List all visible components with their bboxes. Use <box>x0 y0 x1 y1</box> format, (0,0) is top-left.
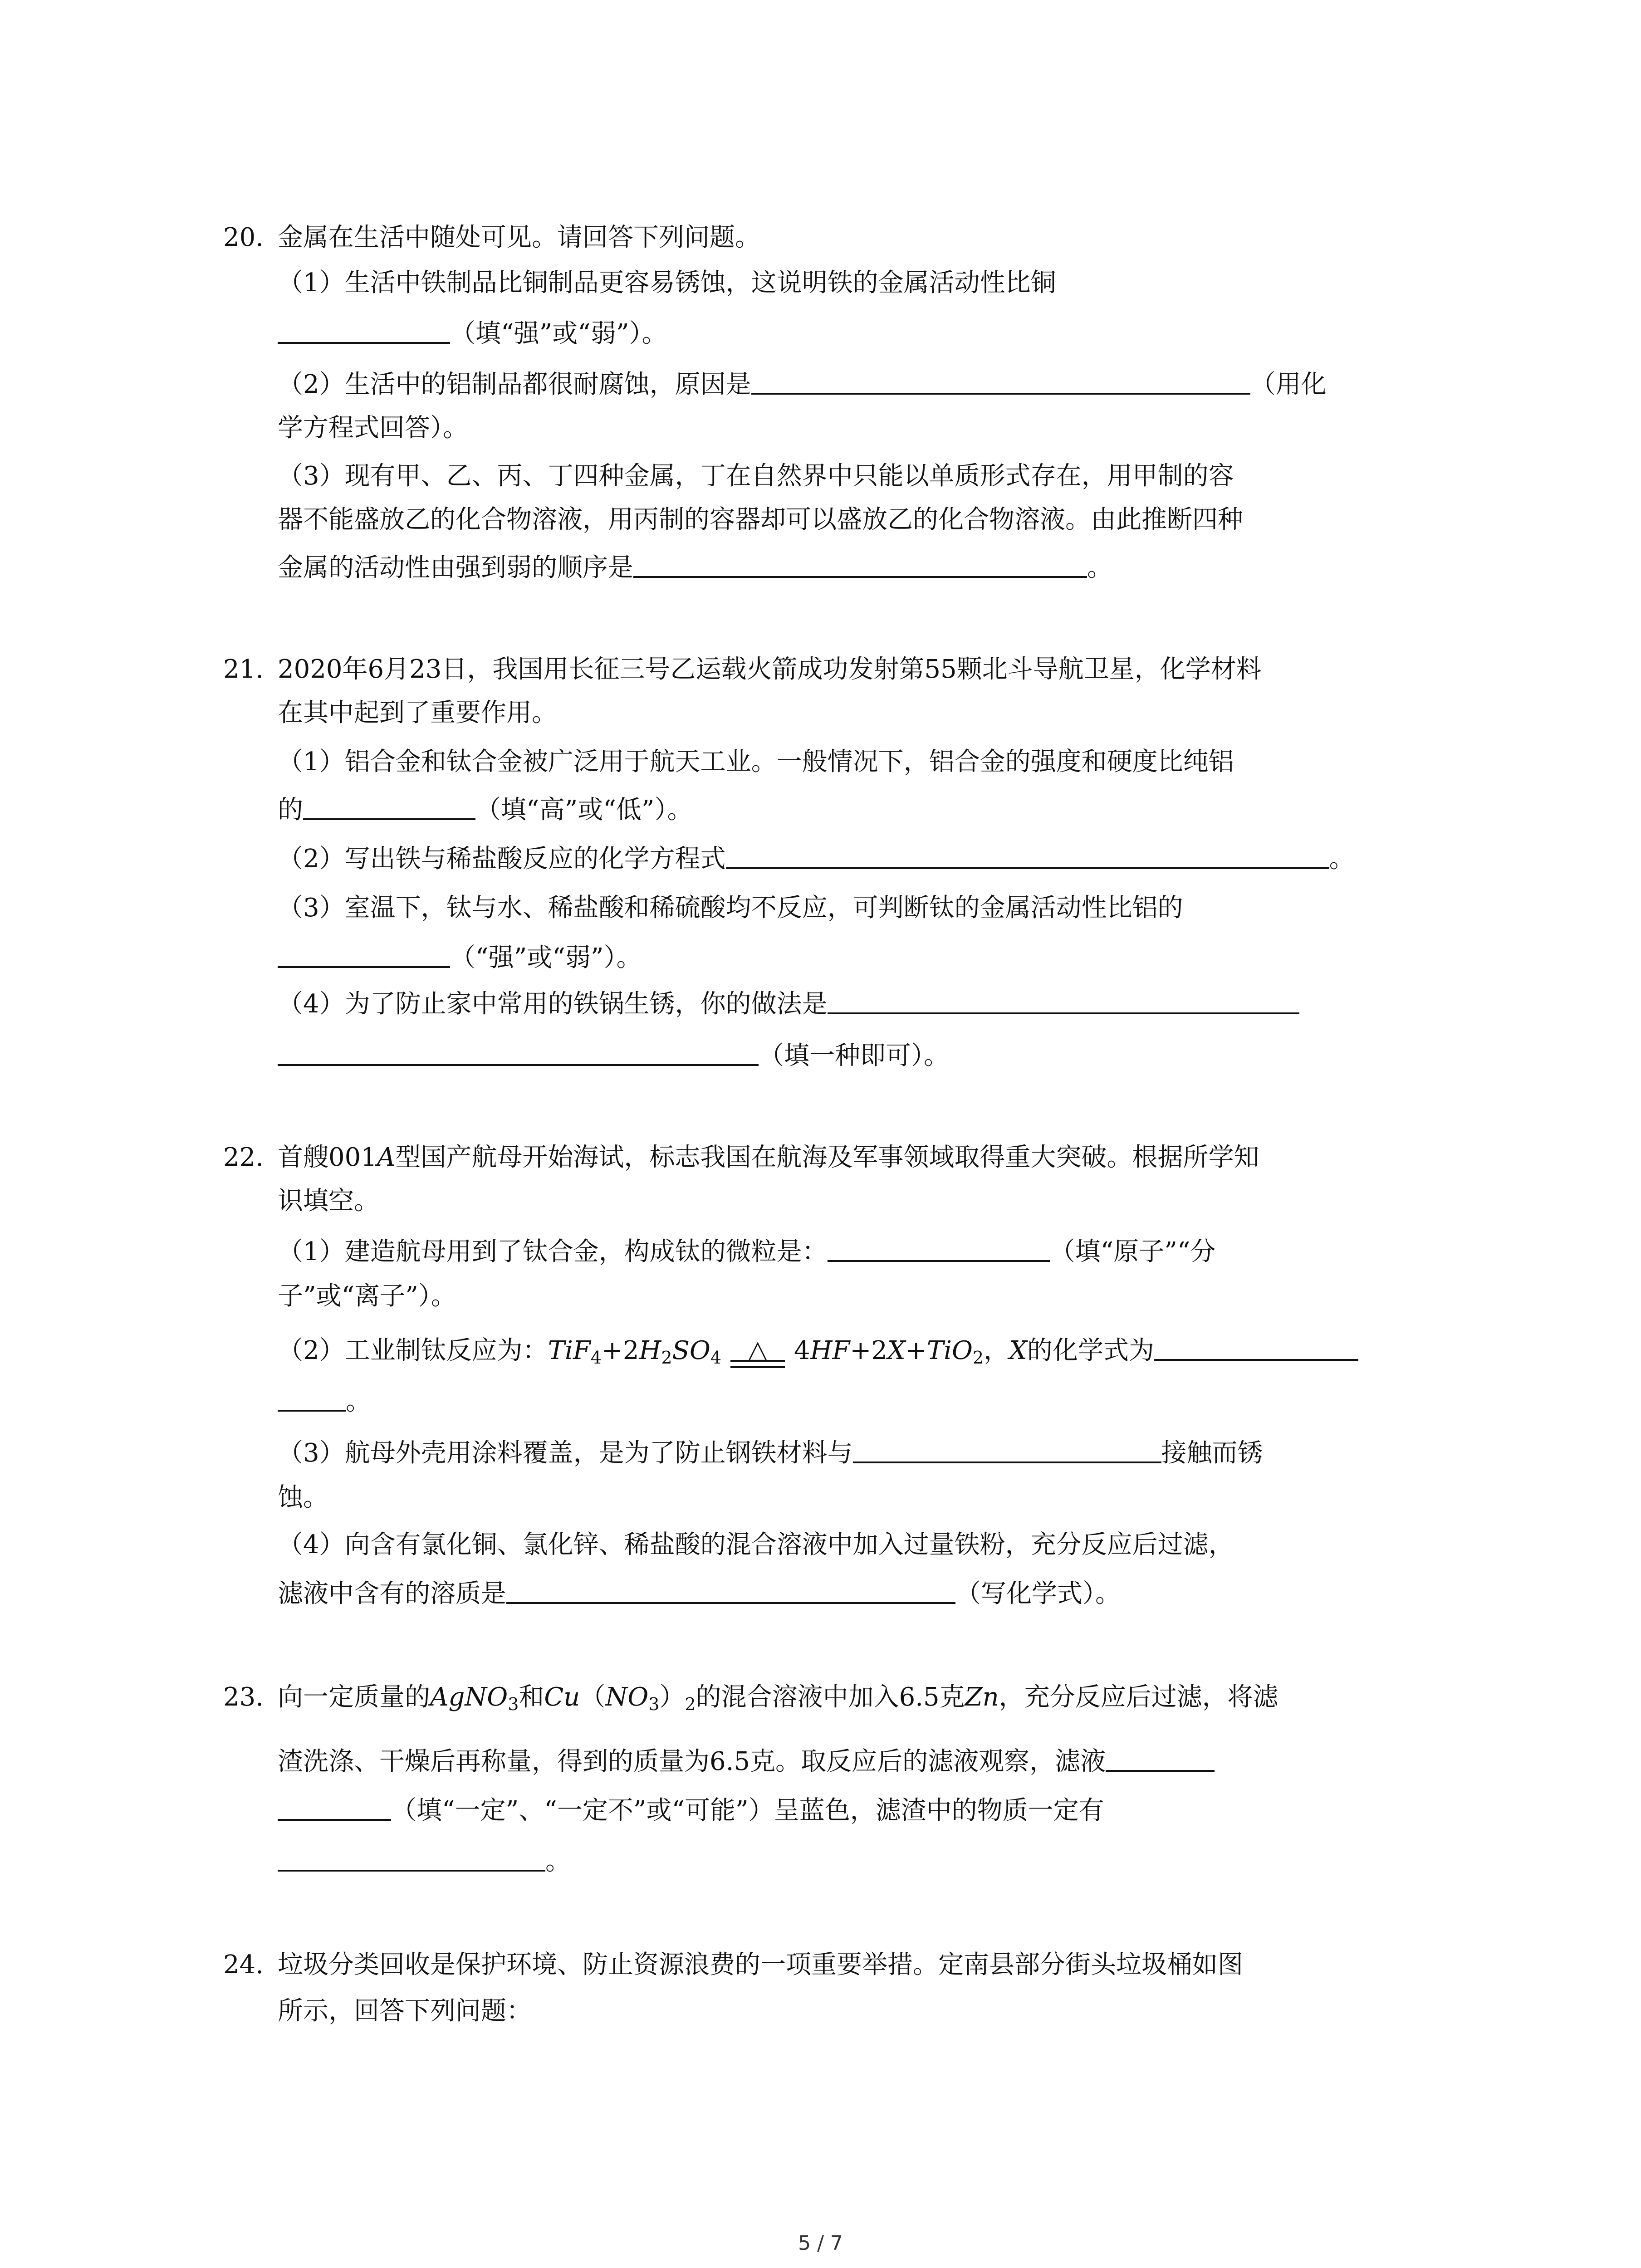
heating-condition-symbol <box>721 1334 794 1367</box>
answer-blank[interactable] <box>853 1436 1161 1463</box>
sub-question-3: （3）室温下，钛与水、稀盐酸和稀硫酸均不反应，可判断钛的金属活动性比铝的 <box>278 893 1183 923</box>
sub-question-3: （3）现有甲、乙、丙、丁四种金属，丁在自然界中只能以单质形式存在，用甲制的容 <box>278 461 1234 491</box>
question-number: 24. <box>223 1950 264 1980</box>
sub-question-3: （3）航母外壳用涂料覆盖，是为了防止钢铁材料与 接触而锈 <box>278 1436 1263 1469</box>
sub-question-2: （2）工业制钛反应为：$TiF_4+2H_2SO_4$ △ 4HF+2X+TiO$_2$，X的化学式为 <box>278 1334 1358 1366</box>
sub-question-2: （2）写出铁与稀盐酸反应的化学方程式 。 <box>278 842 1355 875</box>
chemical-equation: $TiF_4+2H_2SO_4$ △ 4HF+2X+TiO$_2$，X <box>548 1336 1027 1365</box>
sub-question-1-cont: （填“强”或“弱”）。 <box>278 317 667 349</box>
sub-question-2-cont: 。 <box>278 1384 371 1417</box>
question-number: 22. <box>223 1143 264 1172</box>
double-line-icon <box>730 1360 785 1368</box>
answer-blank[interactable] <box>303 793 475 820</box>
answer-blank[interactable] <box>506 1577 955 1604</box>
question-stem-cont: （填“一定”、“一定不”或“可能”）呈蓝色，滤渣中的物质一定有 <box>278 1794 1104 1826</box>
sub-question-1-cont: 子”或“离子”）。 <box>278 1281 456 1311</box>
question-stem: 垃圾分类回收是保护环境、防止资源浪费的一项重要举措。定南县部分街头垃圾桶如图 <box>278 1950 1243 1980</box>
answer-blank[interactable] <box>278 1844 545 1872</box>
sub-question-3-cont: （“强”或“弱”）。 <box>278 941 642 973</box>
answer-blank[interactable] <box>633 551 1087 578</box>
answer-blank[interactable] <box>828 987 1299 1014</box>
answer-blank[interactable] <box>726 842 1329 869</box>
sub-question-3-cont: 蚀。 <box>278 1483 328 1512</box>
sub-question-4: （4）向含有氯化铜、氯化锌、稀盐酸的混合溶液中加入过量铁粉，充分反应后过滤， <box>278 1530 1234 1559</box>
question-stem-cont: 。 <box>278 1844 571 1877</box>
answer-blank[interactable] <box>278 1384 346 1412</box>
page-number: 5 / 7 <box>798 2232 843 2255</box>
answer-blank[interactable] <box>278 1039 759 1066</box>
answer-blank[interactable] <box>751 367 1250 395</box>
triangle-icon: △ <box>748 1335 768 1364</box>
question-stem: 向一定质量的AgNO$_3$和$Cu(NO_3)_2$的混合溶液中加入6.5克Zn，充分反应后过滤，将滤 <box>278 1682 1279 1714</box>
answer-blank[interactable] <box>1106 1745 1215 1772</box>
sub-question-3-cont: 金属的活动性由强到弱的顺序是 。 <box>278 551 1112 583</box>
sub-question-4-cont: （填一种即可）。 <box>278 1039 949 1071</box>
question-stem: 金属在生活中随处可见。请回答下列问题。 <box>278 223 760 252</box>
question-number: 20. <box>223 223 264 252</box>
question-stem-cont: 识填空。 <box>278 1186 379 1216</box>
sub-question-1: （1）建造航母用到了钛合金，构成钛的微粒是： （填“原子”“分 <box>278 1235 1216 1267</box>
question-number: 23. <box>223 1682 264 1712</box>
question-stem: 首艘001A型国产航母开始海试，标志我国在航海及军事领域取得重大突破。根据所学知 <box>278 1143 1259 1172</box>
sub-question-3-cont: 器不能盛放乙的化合物溶液，用丙制的容器却可以盛放乙的化合物溶液。由此推断四种 <box>278 505 1243 534</box>
question-number: 21. <box>223 655 264 684</box>
sub-question-4: （4）为了防止家中常用的铁锅生锈，你的做法是 <box>278 987 1299 1020</box>
sub-question-1: （1）铝合金和钛合金被广泛用于航天工业。一般情况下，铝合金的强度和硬度比纯铝 <box>278 747 1234 777</box>
answer-blank[interactable] <box>1154 1334 1358 1361</box>
sub-question-2-cont: 学方程式回答）。 <box>278 413 468 443</box>
answer-blank[interactable] <box>828 1235 1050 1262</box>
sub-question-4-cont: 滤液中含有的溶质是 （写化学式）。 <box>278 1577 1121 1609</box>
question-stem-cont: 在其中起到了重要作用。 <box>278 698 557 728</box>
sub-question-1: （1）生活中铁制品比铜制品更容易锈蚀，这说明铁的金属活动性比铜 <box>278 268 1056 298</box>
question-stem-cont: 所示，回答下列问题： <box>278 1996 532 2026</box>
answer-blank[interactable] <box>278 941 450 968</box>
question-stem-cont: 渣洗涤、干燥后再称量，得到的质量为6.5克。取反应后的滤液观察，滤液 <box>278 1745 1215 1777</box>
sub-question-1-cont: 的 （填“高”或“低”）。 <box>278 793 693 826</box>
sub-question-2: （2）生活中的铝制品都很耐腐蚀，原因是 （用化 <box>278 367 1327 400</box>
question-stem: 2020年6月23日，我国用长征三号乙运载火箭成功发射第55颗北斗导航卫星，化学材料 <box>278 655 1262 684</box>
answer-blank[interactable] <box>278 1794 391 1821</box>
answer-blank[interactable] <box>278 317 450 344</box>
